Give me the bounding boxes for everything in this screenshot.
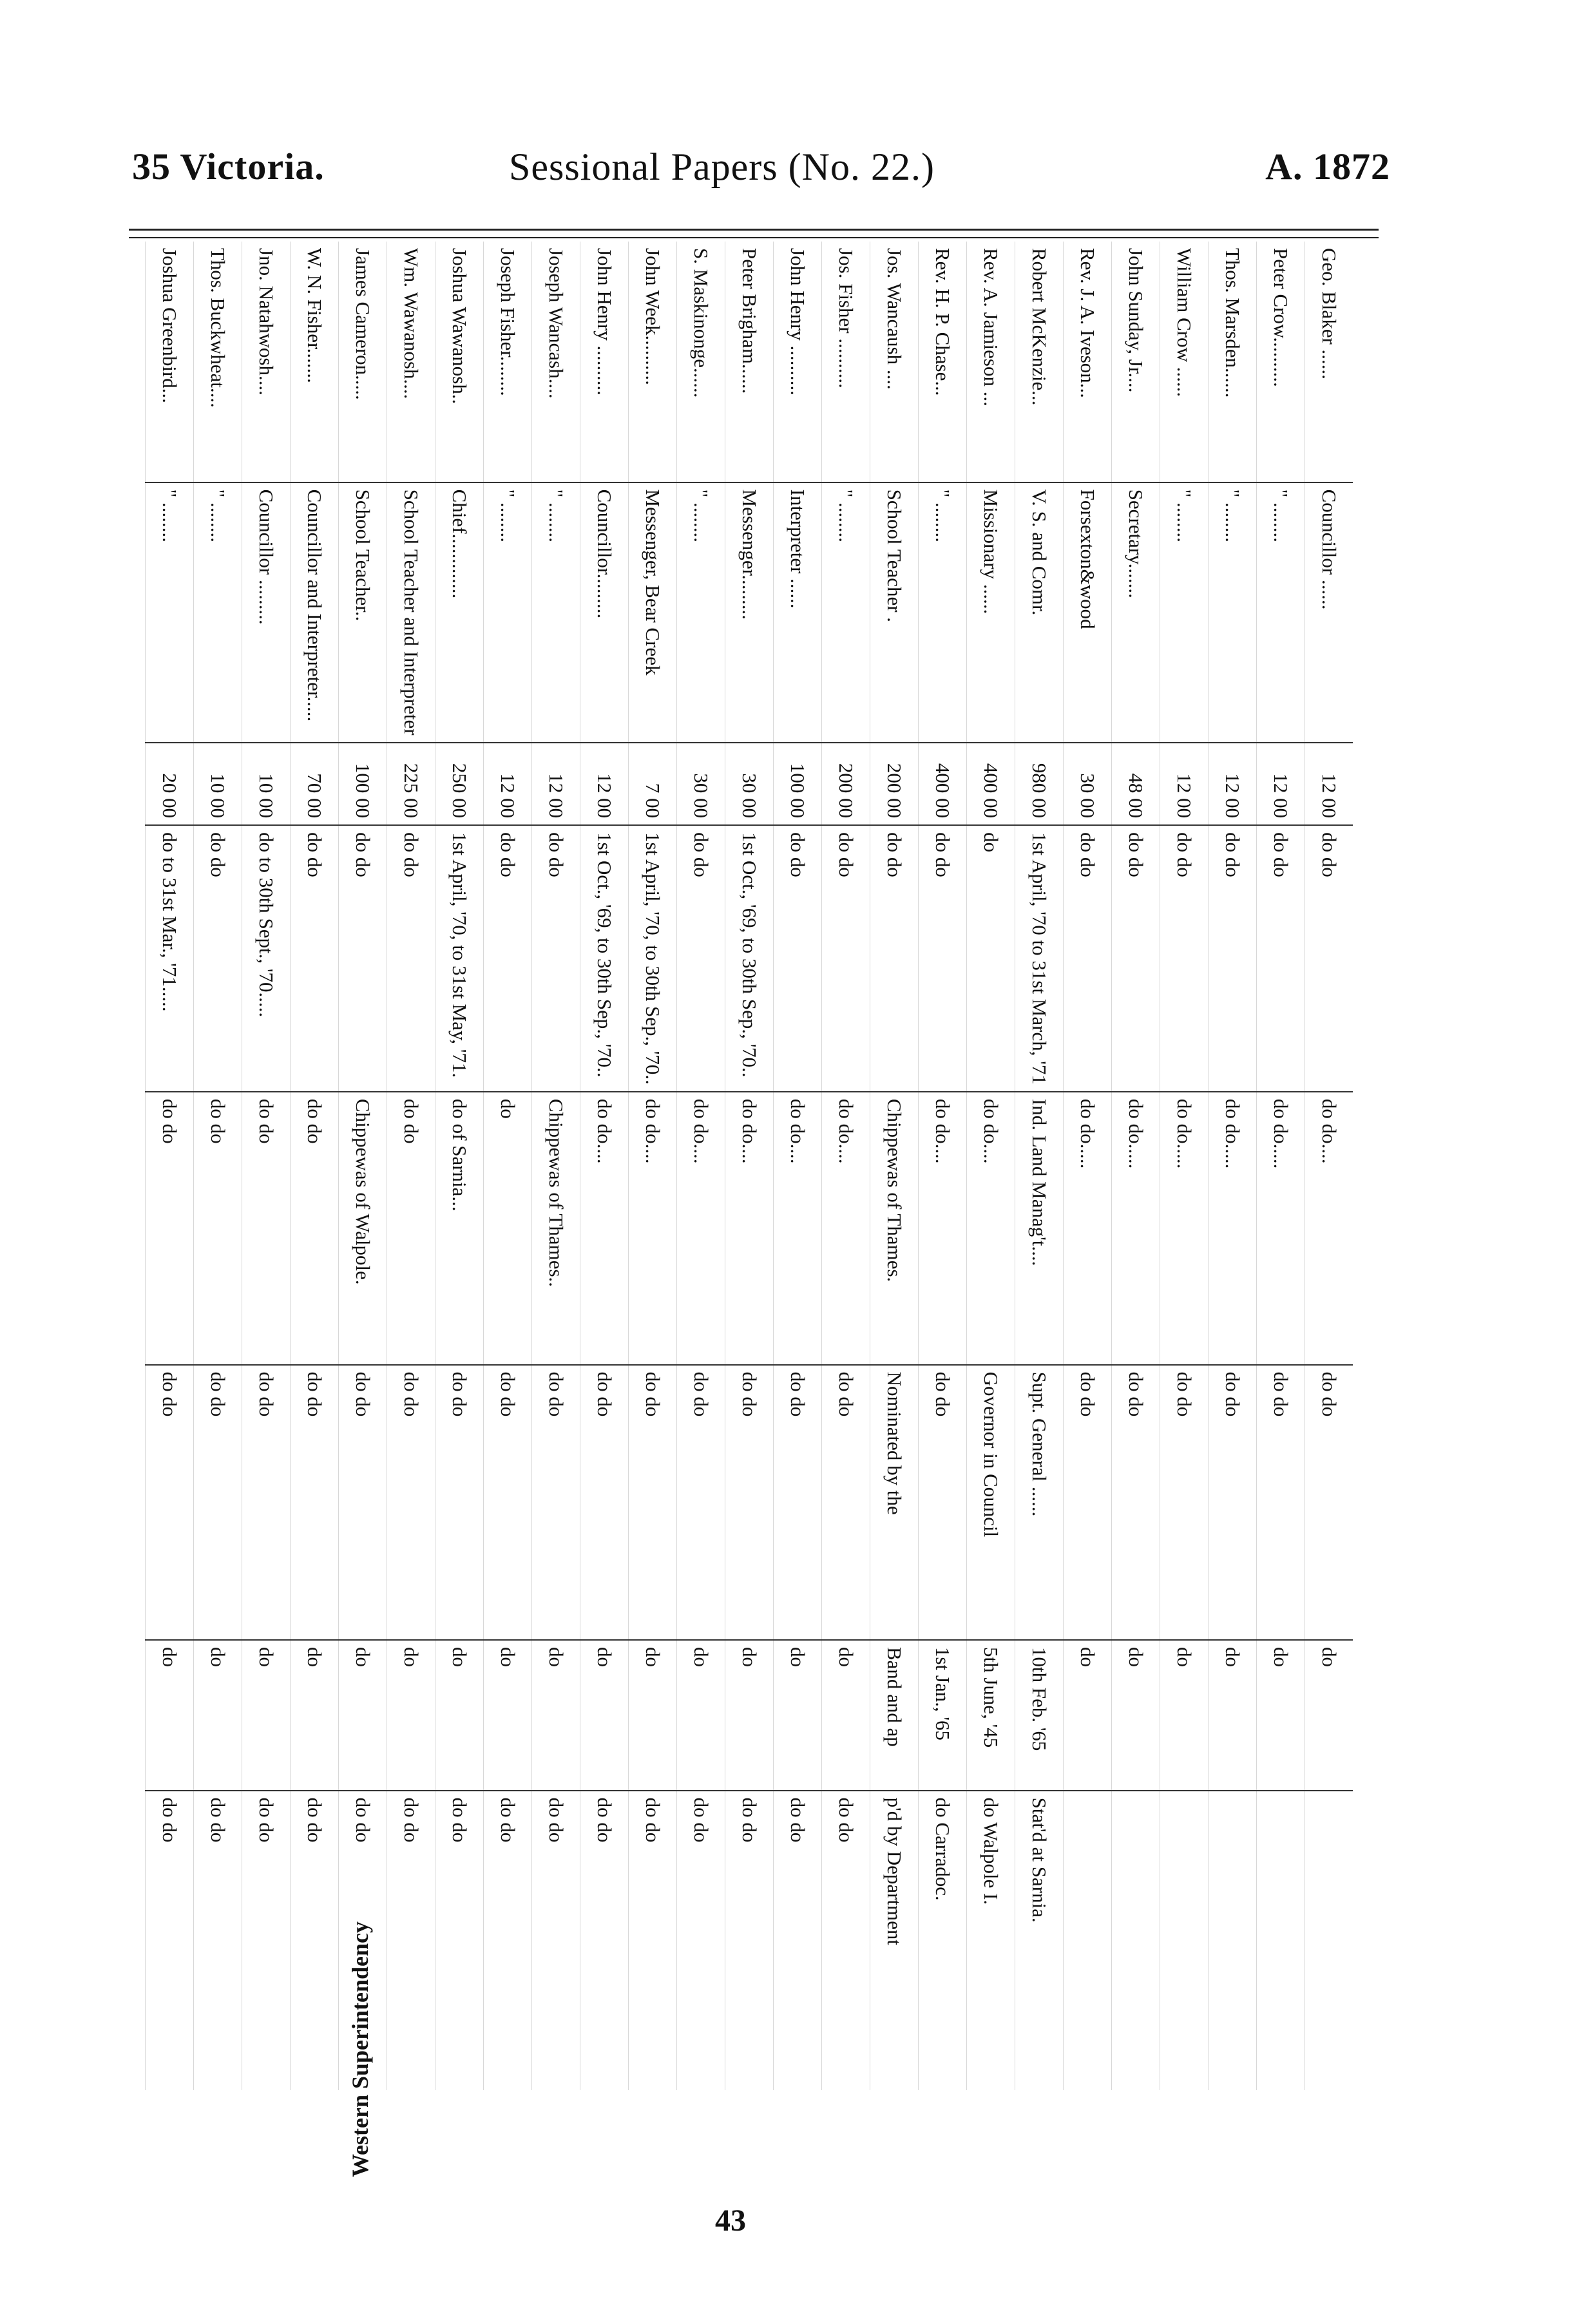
cell-paid-by: do do.... — [629, 1092, 677, 1365]
cell-name: Geo. Blaker ...... — [1317, 248, 1341, 380]
cell-office: Forsexton&wood — [1064, 482, 1112, 743]
table-row — [725, 242, 774, 2090]
cell-office: Missionary ...... — [967, 482, 1015, 743]
cell-office: School Teacher . — [870, 482, 919, 743]
table-row — [1209, 242, 1257, 2090]
cell-office: " ........ — [1160, 482, 1209, 743]
table-row — [967, 242, 1015, 2090]
cell-how: p'd by Department — [870, 1791, 919, 2090]
cell-name: Rev. J. A. Iveson... — [1076, 248, 1099, 399]
cell-paid-by: do do..... — [1112, 1092, 1160, 1365]
cell-how — [1305, 1791, 1353, 2090]
cell-appointed-by: do do — [1305, 1365, 1353, 1640]
ledger-body — [146, 242, 1353, 2090]
cell-period: 1st April, '70, to 31st May, '71. — [435, 825, 484, 1092]
cell-date: do — [1112, 1640, 1160, 1791]
cell-paid-by: do do.... — [822, 1092, 870, 1365]
cell-paid-by: do do — [291, 1092, 339, 1365]
table-row — [580, 242, 629, 2090]
cell-salary: 12 00 — [532, 743, 580, 825]
table-row — [774, 242, 822, 2090]
cell-appointed-by: do do — [339, 1365, 387, 1640]
cell-name: W. N. Fisher....... — [303, 248, 326, 383]
cell-paid-by: do do.... — [967, 1092, 1015, 1365]
cell-paid-by: do do — [146, 1092, 194, 1365]
cell-date: do — [1257, 1640, 1305, 1791]
cell-paid-by: do do — [194, 1092, 242, 1365]
cell-period: do do — [1257, 825, 1305, 1092]
cell-paid-by: do do.... — [580, 1092, 629, 1365]
cell-salary: 12 00 — [1257, 743, 1305, 825]
cell-name: Joseph Fisher........ — [496, 248, 519, 396]
cell-appointed-by: do do — [435, 1365, 484, 1640]
cell-date: do — [580, 1640, 629, 1791]
cell-office: Councillor ...... — [1305, 482, 1353, 743]
cell-office: " ........ — [822, 482, 870, 743]
cell-salary: 100 00 — [339, 743, 387, 825]
cell-date: do — [435, 1640, 484, 1791]
table-row — [242, 242, 291, 2090]
cell-paid-by: do do.... — [919, 1092, 967, 1365]
header-left: 35 Victoria. — [132, 146, 325, 187]
table-row — [387, 242, 435, 2090]
cell-how: do Walpole I. — [967, 1791, 1015, 2090]
cell-how: do Carradoc. — [919, 1791, 967, 2090]
cell-salary: 12 00 — [1305, 743, 1353, 825]
cell-salary: 10 00 — [242, 743, 291, 825]
cell-date: do — [339, 1640, 387, 1791]
cell-appointed-by: do do — [242, 1365, 291, 1640]
cell-period: do — [967, 825, 1015, 1092]
cell-name: Peter Brigham...... — [738, 248, 761, 394]
region-label: Western Superintendency — [347, 1921, 373, 2177]
cell-how: do do — [629, 1791, 677, 2090]
table-row — [146, 242, 194, 2090]
table-row — [919, 242, 967, 2090]
table-row — [1064, 242, 1112, 2090]
cell-name: James Cameron..... — [351, 248, 374, 400]
cell-name: Joseph Wancash.... — [544, 248, 568, 399]
table-row — [194, 242, 242, 2090]
cell-salary: 400 00 — [967, 743, 1015, 825]
region-label-box — [347, 1921, 419, 2177]
cell-date: do — [725, 1640, 774, 1791]
cell-salary: 30 00 — [677, 743, 725, 825]
cell-how — [1064, 1791, 1112, 2090]
cell-date: do — [1160, 1640, 1209, 1791]
cell-how: do do — [387, 1791, 435, 2090]
cell-name: John Sunday, Jr.... — [1124, 248, 1147, 393]
cell-paid-by: do do..... — [1064, 1092, 1112, 1365]
cell-period: do do — [532, 825, 580, 1092]
cell-appointed-by: do do — [1209, 1365, 1257, 1640]
cell-office: " ........ — [1257, 482, 1305, 743]
cell-name: Wm. Wawanosh.... — [399, 248, 423, 399]
cell-name: S. Maskinonge...... — [689, 248, 712, 398]
cell-name: Jno. Natahwosh.... — [254, 248, 278, 396]
cell-office: Councillor and Interpreter..... — [291, 482, 339, 743]
table-row — [629, 242, 677, 2090]
cell-name: John Week.......... — [641, 248, 664, 386]
cell-salary: 10 00 — [194, 743, 242, 825]
cell-salary: 48 00 — [1112, 743, 1160, 825]
table-row — [339, 242, 387, 2090]
cell-name: Thos. Buckwheat.... — [206, 248, 229, 408]
cell-how: do do — [532, 1791, 580, 2090]
cell-salary: 30 00 — [725, 743, 774, 825]
table-row — [1112, 242, 1160, 2090]
cell-appointed-by: do do — [1064, 1365, 1112, 1640]
cell-period: 1st Oct., '69, to 30th Sep., '70.. — [725, 825, 774, 1092]
cell-how — [1257, 1791, 1305, 2090]
cell-paid-by: do of Sarnia... — [435, 1092, 484, 1365]
cell-office: Councillor ......... — [242, 482, 291, 743]
cell-office: " ........ — [484, 482, 532, 743]
cell-period: do do — [1112, 825, 1160, 1092]
cell-period: do do — [919, 825, 967, 1092]
ledger-table — [145, 242, 1353, 2090]
cell-name: Joshua Greenbird... — [158, 248, 181, 404]
cell-period: do do — [1160, 825, 1209, 1092]
cell-period: do do — [194, 825, 242, 1092]
cell-office: " ........ — [194, 482, 242, 743]
cell-date: do — [242, 1640, 291, 1791]
table-row — [1160, 242, 1209, 2090]
cell-period: do do — [1209, 825, 1257, 1092]
table-row — [291, 242, 339, 2090]
cell-appointed-by: do do — [580, 1365, 629, 1640]
cell-how — [1112, 1791, 1160, 2090]
cell-date: 1st Jan., '65 — [919, 1640, 967, 1791]
cell-name: Robert McKenzie... — [1027, 248, 1051, 406]
table-row — [435, 242, 484, 2090]
rotated-ledger — [110, 242, 1353, 2090]
cell-office: School Teacher.. — [339, 482, 387, 743]
cell-salary: 400 00 — [919, 743, 967, 825]
cell-period: do do — [484, 825, 532, 1092]
cell-period: do do — [677, 825, 725, 1092]
cell-salary: 100 00 — [774, 743, 822, 825]
cell-appointed-by: do do — [629, 1365, 677, 1640]
cell-appointed-by: do do — [532, 1365, 580, 1640]
cell-date: do — [484, 1640, 532, 1791]
cell-appointed-by: do do — [774, 1365, 822, 1640]
cell-salary: 7 00 — [629, 743, 677, 825]
cell-how: do do — [484, 1791, 532, 2090]
cell-paid-by: do do..... — [1209, 1092, 1257, 1365]
cell-name: Rev. A. Jamieson ... — [979, 248, 1002, 406]
cell-date: do — [677, 1640, 725, 1791]
cell-date: do — [194, 1640, 242, 1791]
header-rule — [129, 229, 1379, 231]
cell-period: do to 30th Sept., '70..... — [242, 825, 291, 1092]
cell-appointed-by: do do — [387, 1365, 435, 1640]
cell-date: do — [146, 1640, 194, 1791]
cell-paid-by: do do — [242, 1092, 291, 1365]
table-row — [484, 242, 532, 2090]
cell-paid-by: Chippewas of Thames. — [870, 1092, 919, 1365]
cell-period: do do — [387, 825, 435, 1092]
cell-office: School Teacher and Interpreter — [387, 482, 435, 743]
cell-name: Jos. Fisher .......... — [834, 248, 857, 388]
cell-date: do — [1064, 1640, 1112, 1791]
cell-office: Councillor......... — [580, 482, 629, 743]
cell-period: 1st April, '70 to 31st March, '71 — [1015, 825, 1064, 1092]
cell-period: do do — [822, 825, 870, 1092]
cell-salary: 12 00 — [580, 743, 629, 825]
cell-name: John Henry .......... — [786, 248, 809, 396]
cell-appointed-by: do do — [146, 1365, 194, 1640]
cell-date: do — [1209, 1640, 1257, 1791]
cell-office: " ........ — [1209, 482, 1257, 743]
cell-period: do do — [1305, 825, 1353, 1092]
cell-how: do do — [822, 1791, 870, 2090]
cell-how: do do — [339, 1791, 387, 2090]
cell-office: Secretary....... — [1112, 482, 1160, 743]
cell-paid-by: do do.... — [774, 1092, 822, 1365]
cell-salary: 12 00 — [1160, 743, 1209, 825]
cell-paid-by: Chippewas of Walpole. — [339, 1092, 387, 1365]
cell-how: do do — [291, 1791, 339, 2090]
cell-salary: 12 00 — [1209, 743, 1257, 825]
cell-office: V. S. and Comr. — [1015, 482, 1064, 743]
cell-appointed-by: do do — [1160, 1365, 1209, 1640]
table-row — [532, 242, 580, 2090]
table-row — [822, 242, 870, 2090]
table-row — [1015, 242, 1064, 2090]
header-rule-thin — [129, 237, 1379, 238]
cell-name: Joshua Wawanosh.. — [448, 248, 471, 405]
cell-office: " ........ — [919, 482, 967, 743]
cell-name: John Henry .......... — [593, 248, 616, 396]
cell-date: do — [1305, 1640, 1353, 1791]
table-row — [1305, 242, 1353, 2090]
cell-period: do do — [1064, 825, 1112, 1092]
cell-name: Peter Crow.......... — [1269, 248, 1292, 387]
cell-office: Chief............. — [435, 482, 484, 743]
cell-date: Band and ap — [870, 1640, 919, 1791]
table-row — [870, 242, 919, 2090]
cell-name: Jos. Wancaush .... — [883, 248, 906, 390]
cell-office: Messenger, Bear Creek — [629, 482, 677, 743]
cell-appointed-by: do do — [919, 1365, 967, 1640]
cell-appointed-by: do do — [822, 1365, 870, 1640]
cell-office: " ........ — [532, 482, 580, 743]
cell-appointed-by: Supt. General ...... — [1015, 1365, 1064, 1640]
cell-salary: 20 00 — [146, 743, 194, 825]
cell-appointed-by: do do — [194, 1365, 242, 1640]
cell-appointed-by: do do — [484, 1365, 532, 1640]
cell-salary: 70 00 — [291, 743, 339, 825]
cell-how: do do — [242, 1791, 291, 2090]
cell-office: " ........ — [677, 482, 725, 743]
cell-how: do do — [194, 1791, 242, 2090]
header-right: A. 1872 — [1265, 146, 1390, 187]
cell-paid-by: do do..... — [1257, 1092, 1305, 1365]
cell-how — [1209, 1791, 1257, 2090]
cell-appointed-by: Governor in Council — [967, 1365, 1015, 1640]
cell-appointed-by: do do — [291, 1365, 339, 1640]
cell-salary: 30 00 — [1064, 743, 1112, 825]
cell-period: 1st April, '70, to 30th Sep., '70.. — [629, 825, 677, 1092]
cell-period: do do — [291, 825, 339, 1092]
cell-period: 1st Oct., '69, to 30th Sep., '70.. — [580, 825, 629, 1092]
cell-date: 10th Feb. '65 — [1015, 1640, 1064, 1791]
cell-how: Stat'd at Sarnia. — [1015, 1791, 1064, 2090]
header-center: Sessional Papers (No. 22.) — [509, 146, 935, 188]
cell-how: do do — [580, 1791, 629, 2090]
page-number: 43 — [715, 2204, 746, 2238]
cell-how: do do — [146, 1791, 194, 2090]
cell-salary: 250 00 — [435, 743, 484, 825]
cell-period: do to 31st Mar., '71..... — [146, 825, 194, 1092]
cell-salary: 200 00 — [822, 743, 870, 825]
cell-salary: 12 00 — [484, 743, 532, 825]
cell-name: Thos. Marsden...... — [1221, 248, 1244, 398]
cell-date: do — [822, 1640, 870, 1791]
cell-salary: 980 00 — [1015, 743, 1064, 825]
cell-paid-by: do — [484, 1092, 532, 1365]
cell-name: Rev. H. P. Chase... — [931, 248, 954, 396]
cell-date: do — [774, 1640, 822, 1791]
cell-period: do do — [870, 825, 919, 1092]
cell-paid-by: Ind. Land Manag't.... — [1015, 1092, 1064, 1365]
cell-paid-by: Chippewas of Thames.. — [532, 1092, 580, 1365]
cell-how: do do — [435, 1791, 484, 2090]
cell-how: do do — [677, 1791, 725, 2090]
cell-date: do — [532, 1640, 580, 1791]
cell-name: William Crow ...... — [1172, 248, 1196, 397]
cell-office: " ........ — [146, 482, 194, 743]
cell-period: do do — [774, 825, 822, 1092]
cell-appointed-by: do do — [725, 1365, 774, 1640]
cell-office: Messenger......... — [725, 482, 774, 743]
cell-office: Interpreter ...... — [774, 482, 822, 743]
cell-how — [1160, 1791, 1209, 2090]
cell-paid-by: do do..... — [1160, 1092, 1209, 1365]
cell-paid-by: do do.... — [677, 1092, 725, 1365]
cell-period: do do — [339, 825, 387, 1092]
cell-appointed-by: Nominated by the — [870, 1365, 919, 1640]
table-row — [677, 242, 725, 2090]
cell-paid-by: do do.... — [1305, 1092, 1353, 1365]
cell-how: do do — [774, 1791, 822, 2090]
table-row — [1257, 242, 1305, 2090]
cell-appointed-by: do do — [677, 1365, 725, 1640]
cell-appointed-by: do do — [1112, 1365, 1160, 1640]
cell-paid-by: do do.... — [725, 1092, 774, 1365]
cell-date: do — [629, 1640, 677, 1791]
cell-date: do — [387, 1640, 435, 1791]
cell-date: do — [291, 1640, 339, 1791]
cell-salary: 200 00 — [870, 743, 919, 825]
cell-date: 5th June, '45 — [967, 1640, 1015, 1791]
cell-salary: 225 00 — [387, 743, 435, 825]
cell-how: do do — [725, 1791, 774, 2090]
cell-paid-by: do do — [387, 1092, 435, 1365]
cell-appointed-by: do do — [1257, 1365, 1305, 1640]
